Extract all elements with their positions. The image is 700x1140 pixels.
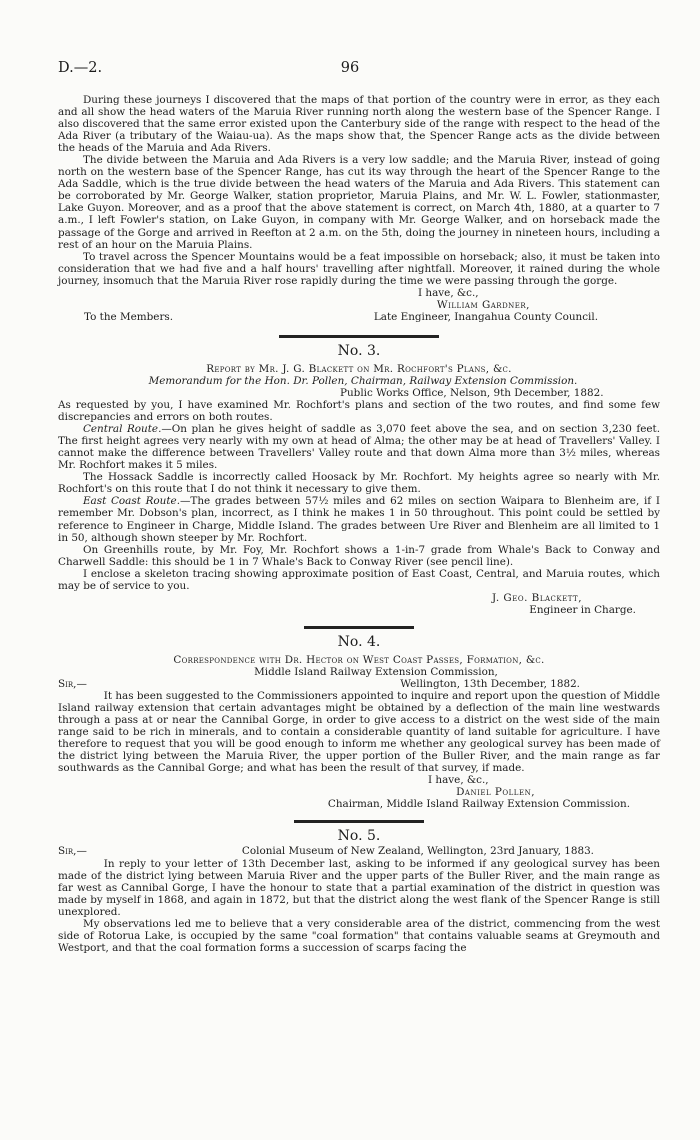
section-3-central-route: [58, 423, 660, 471]
section-3-paragraph-6: I enclose a skeleton tracing showing approximate position of East Coast, Central, and Maruia routes, which may be of service to you.: [58, 567, 660, 592]
section-4-closing: I have, &c.,: [428, 774, 489, 787]
section-4-paragraph-1: It has been suggested to the Commissioners appointed to inquire and report upon the question of Middle Island railway extension that certain advantages might be obtained by a deflection of the main line westwards through a pass at or near the Cannibal Gorge, in order to give access to a district on the west side of the main range said to be rich in minerals, and to contain a considerable quantity of land suitable for agriculture. I have therefore to request that you will be good enough to inform me whether any geological survey has been made of the district lying between the Maruia River, the upper portion of the Buller River, and the main range as far southwards as the Cannibal Gorge; and what has been the result of that survey, if made.: [58, 690, 660, 775]
section-4-signature: Daniel Pollen,: [456, 786, 535, 799]
gardner-signature: William Gardner,: [436, 298, 530, 311]
section-3-paragraph-3: The Hossack Saddle is incorrectly called Hoosack by Mr. Rochfort. My heights agree so nearly with Mr. Rochfort's on this route that I do not think it necessary to give them.: [58, 471, 660, 496]
section-3-paragraph-5: On Greenhills route, by Mr. Foy, Mr. Rochfort shows a 1-in-7 grade from Whale's Back to Conway and Charwell Saddle: this should be 1 in 7 Whale's Back to Conway River (see pencil line).: [58, 543, 660, 568]
gardner-paragraph-1: During these journeys I discovered that the maps of that portion of the country were in error, as they each and all show the head waters of the Maruia River running north along the western base of the Spencer Range. I also discovered that the same error existed upon the Canterbury side of the range with respect to the head of the Ada River (a tributary of the Waiau-ua). As the maps show that, the Spencer Range acts as the divide between the heads of the Maruia and Ada Rivers.: [58, 94, 660, 155]
section-number-5: No. 5.: [337, 828, 381, 845]
section-5-salutation: Sir,—: [58, 845, 87, 858]
gardner-footer: [58, 311, 660, 323]
page-number: 96: [340, 60, 360, 76]
east-coast-route-text: —The grades between 57½ miles and 62 miles on section Waipara to Blenheim are, if I remember Mr. Dobson's plan, incorrect, as I think he makes 1 in 50 throughout. This point could be settled by reference to Engineer in Charge, Middle Island. The grades between Ure River and Blenheim are all limited to 1 in 50, although shown steeper by Mr. Rochfort.: [58, 495, 660, 544]
gardner-closing: I have, &c.,: [418, 286, 479, 299]
section-5-salutation-row: [58, 845, 660, 857]
section-4-place-date: Wellington, 13th December, 1882.: [400, 677, 580, 690]
gardner-paragraph-3: To travel across the Spencer Mountains would be a feat impossible on horseback; also, it must be taken into consideration that we had five and a half hours' travelling after nightfall. Moreover, it rained during the whole journey, insomuch that the Maruia River rose rapidly during the time we were passing through the gorge.: [58, 250, 660, 287]
section-5-paragraph-1: In reply to your letter of 13th December last, asking to be informed if any geological survey has been made of the district lying between Maruia River and the upper parts of the Buller River, and the main range as far west as Cannibal Gorge, I have the honour to state that a partial examination of the district in question was made by myself in 1868, and again in 1872, but that the district along the west flank of the Spencer Range is still unexplored.: [58, 857, 660, 918]
central-route-heading: Central Route.: [82, 423, 162, 436]
section-4-office: Middle Island Railway Extension Commission,: [254, 665, 498, 678]
section-number-4: No. 4.: [337, 633, 381, 650]
section-3-east-coast-route: [58, 495, 660, 543]
central-route-text: —On plan he gives height of saddle as 3,070 feet above the sea, and on section 3,230 feet. The first height agrees very nearly with my own at head of Alma; the other may be at head of Travellers' Valley. I cannot make the difference between Travellers' Valley route and that down Alma more than 3½ miles, whereas Mr. Rochfort makes it 5 miles.: [58, 423, 660, 472]
section-3-role: Engineer in Charge.: [529, 603, 636, 616]
gardner-role: Late Engineer, Inangahua County Council.: [373, 310, 598, 323]
section-4-role: Chairman, Middle Island Railway Extension Commission.: [327, 798, 630, 811]
section-4-salutation: Sir,—: [58, 677, 87, 690]
section-5-paragraph-2: My observations led me to believe that a very considerable area of the district, commencing from the west side of Rotorua Lake, is occupied by the same "coal formation" that contains valuable seams at Greymouth and Westport, and that the coal formation forms a succession of scarps facing the: [58, 917, 660, 954]
section-3-title: Report by Mr. J. G. Blackett on Mr. Rochfort's Plans, &c.: [206, 362, 512, 375]
page-header: [58, 60, 642, 82]
section-3-memo: Memorandum for the Hon. Dr. Pollen, Chairman, Railway Extension Commission.: [148, 374, 578, 387]
east-coast-route-heading: East Coast Route.: [82, 495, 180, 508]
section-3-paragraph-1: As requested by you, I have examined Mr. Rochfort's plans and section of the two routes, and find some few discrepancies and errors on both routes.: [58, 399, 660, 424]
section-4-salutation-row: [58, 678, 660, 690]
section-4-title: Correspondence with Dr. Hector on West Coast Passes, Formation, &c.: [173, 653, 545, 666]
doc-reference: D.—2.: [58, 60, 103, 76]
section-3-place-date: Public Works Office, Nelson, 9th December, 1882.: [340, 386, 604, 399]
section-3-signature: J. Geo. Blackett,: [491, 591, 582, 604]
section-number-3: No. 3.: [337, 342, 381, 359]
gardner-paragraph-2: The divide between the Maruia and Ada Rivers is a very low saddle; and the Maruia River, instead of going north on the western base of the Spencer Range, has cut its way through the heart of the Spencer Range to the Ada Saddle, which is the true divide between the head waters of the Maruia and Ada Rivers. This statement can be corroborated by Mr. George Walker, station proprietor, Maruia Plains, and Mr. W. L. Fowler, stationmaster, Lake Guyon. Moreover, and as a proof that the above statement is correct, on March 4th, 1880, at a quarter to 7 a.m., I left Fowler's station, on Lake Guyon, in company with Mr. George Walker, and on horseback made the passage of the Gorge and arrived in Reefton at 2 a.m. on the 5th, doing the journey in nineteen hours, including a rest of an hour on the Maruia Plains.: [58, 154, 660, 251]
section-5-place-date: Colonial Museum of New Zealand, Wellington, 23rd January, 1883.: [241, 845, 594, 858]
document-body: [58, 94, 660, 954]
gardner-addressee: To the Members.: [84, 310, 174, 323]
